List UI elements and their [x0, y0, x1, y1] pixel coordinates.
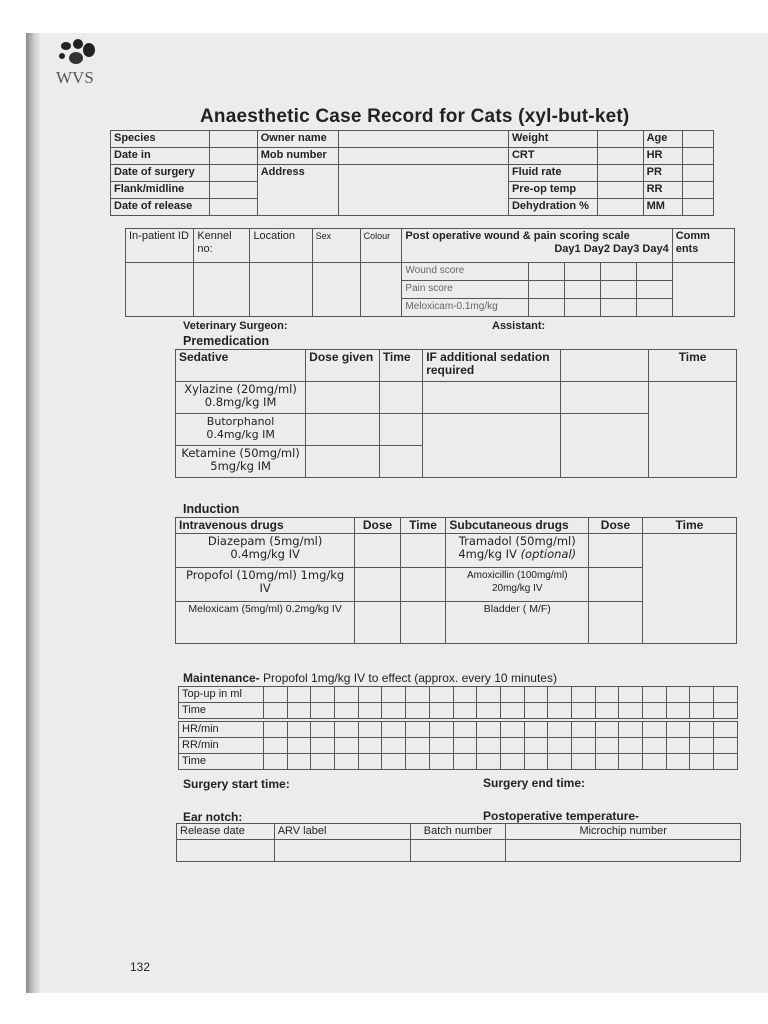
maintenance-cell: [453, 754, 477, 770]
maintenance-cell: [382, 703, 406, 719]
header-sc-drugs: Subcutaneous drugs: [446, 518, 589, 534]
scoring-scale-header: [402, 229, 672, 263]
header-kennel-no: Kennel no:: [194, 229, 250, 263]
maintenance-desc: Propofol 1mg/kg IV to effect (approx. every 10 minutes): [263, 671, 557, 685]
maintenance-cell: [287, 738, 311, 754]
premedication-table: [175, 349, 737, 478]
maintenance-cell: [666, 687, 690, 703]
maintenance-cell: [358, 754, 382, 770]
header-time: Time: [379, 350, 422, 382]
maintenance-cell: [382, 738, 406, 754]
maintenance-cell: [571, 722, 595, 738]
label-pre-op-temp: Pre-op temp: [508, 182, 597, 199]
maintenance-cell: [311, 738, 335, 754]
maintenance-cell: [690, 754, 714, 770]
label-species: Species: [111, 131, 210, 148]
maintenance-cell: [477, 754, 501, 770]
drug-amoxicillin: Amoxicillin (100mg/ml) 20mg/kg IV: [446, 568, 589, 602]
maintenance-cell: [548, 687, 572, 703]
scoring-scale-title: Post operative wound & pain scoring scale: [405, 230, 630, 242]
maintenance-cell: [406, 703, 430, 719]
drug-butorphanol: Butorphanol 0.4mg/kg IM: [176, 414, 306, 446]
label-address: Address: [257, 165, 338, 216]
maintenance-row-label: HR/min: [179, 722, 264, 738]
maintenance-cell: [643, 754, 667, 770]
maintenance-cell: [571, 687, 595, 703]
maintenance-cell: [666, 738, 690, 754]
maintenance-cell: [500, 687, 524, 703]
maintenance-cell: [690, 722, 714, 738]
maintenance-row-label: RR/min: [179, 738, 264, 754]
label-mm: MM: [643, 199, 682, 216]
label-crt: CRT: [508, 148, 597, 165]
postop-temp-label: Postoperative temperature-: [483, 809, 640, 823]
page-number: 132: [130, 960, 151, 974]
maintenance-cell: [619, 754, 643, 770]
maintenance-cell: [358, 703, 382, 719]
maintenance-cell: [335, 722, 359, 738]
page-title: Anaesthetic Case Record for Cats (xyl-but-ket): [200, 106, 630, 127]
header-additional-sedation: IF additional sedation required: [423, 350, 561, 382]
maintenance-cell: [382, 722, 406, 738]
row-pain-score: Pain score: [402, 281, 528, 299]
maintenance-cell: [619, 703, 643, 719]
maintenance-title: Maintenance-: [183, 671, 260, 685]
drug-diazepam: Diazepam (5mg/ml) 0.4mg/kg IV: [176, 534, 355, 568]
maintenance-cell: [524, 687, 548, 703]
maintenance-row-label: Time: [179, 703, 264, 719]
row-wound-score: Wound score: [402, 263, 528, 281]
maintenance-cell: [571, 738, 595, 754]
logo-text: WVS: [56, 68, 94, 87]
row-meloxicam: Meloxicam-0.1mg/kg: [402, 299, 528, 317]
maintenance-cell: [429, 703, 453, 719]
drug-meloxicam: Meloxicam (5mg/ml) 0.2mg/kg IV: [176, 602, 355, 644]
header-comments: Comm ents: [672, 229, 734, 263]
premedication-title: Premedication: [183, 334, 270, 348]
maintenance-cell: [358, 687, 382, 703]
maintenance-cell: [287, 687, 311, 703]
maintenance-cell: [714, 703, 738, 719]
label-dehydration: Dehydration %: [508, 199, 597, 216]
maintenance-cell: [453, 687, 477, 703]
maintenance-row-label: Time: [179, 754, 264, 770]
header-iv-dose: Dose: [355, 518, 401, 534]
maintenance-cell: [429, 722, 453, 738]
label-fluid-rate: Fluid rate: [508, 165, 597, 182]
maintenance-cell: [595, 703, 619, 719]
maintenance-cell: [500, 738, 524, 754]
maintenance-cell: [406, 687, 430, 703]
drug-propofol: Propofol (10mg/ml) 1mg/kg IV: [176, 568, 355, 602]
maintenance-cell: [477, 687, 501, 703]
maintenance-cell: [477, 703, 501, 719]
maintenance-cell: [643, 703, 667, 719]
maintenance-cell: [571, 754, 595, 770]
maintenance-topup-table: [178, 686, 738, 719]
header-release-date: Release date: [177, 824, 275, 840]
header-location: Location: [250, 229, 312, 263]
maintenance-cell: [311, 687, 335, 703]
maintenance-cell: [548, 738, 572, 754]
drug-tramadol: Tramadol (50mg/ml) 4mg/kg IV (optional): [446, 534, 589, 568]
drug-ketamine: Ketamine (50mg/ml) 5mg/kg IM: [176, 446, 306, 478]
header-arv-label: ARV label: [274, 824, 410, 840]
header-inpatient-id: In-patient ID: [126, 229, 194, 263]
maintenance-cell: [335, 754, 359, 770]
maintenance-cell: [595, 722, 619, 738]
header-colour: Colour: [360, 229, 402, 263]
maintenance-cell: [358, 722, 382, 738]
drug-xylazine: Xylazine (20mg/ml) 0.8mg/kg IM: [176, 382, 306, 414]
maintenance-cell: [264, 754, 288, 770]
maintenance-cell: [714, 722, 738, 738]
maintenance-cell: [264, 738, 288, 754]
maintenance-cell: [429, 738, 453, 754]
maintenance-cell: [335, 687, 359, 703]
header-dose-given: Dose given: [306, 350, 380, 382]
maintenance-cell: [595, 754, 619, 770]
assistant-label: Assistant:: [492, 320, 546, 332]
maintenance-cell: [264, 722, 288, 738]
maintenance-cell: [335, 703, 359, 719]
maintenance-cell: [666, 754, 690, 770]
wvs-logo: [52, 36, 108, 96]
induction-table: [175, 517, 737, 644]
surgery-start-label: Surgery start time:: [183, 777, 290, 791]
maintenance-cell: [406, 754, 430, 770]
maintenance-cell: [500, 722, 524, 738]
ear-notch-label: Ear notch:: [183, 810, 243, 824]
maintenance-cell: [690, 687, 714, 703]
maintenance-cell: [548, 754, 572, 770]
maintenance-cell: [335, 738, 359, 754]
bladder-field: Bladder ( M/F): [446, 602, 589, 644]
maintenance-cell: [714, 754, 738, 770]
maintenance-cell: [477, 722, 501, 738]
maintenance-cell: [524, 722, 548, 738]
label-hr: HR: [643, 148, 682, 165]
maintenance-cell: [287, 722, 311, 738]
maintenance-cell: [264, 687, 288, 703]
maintenance-cell: [311, 703, 335, 719]
maintenance-cell: [666, 703, 690, 719]
label-age: Age: [643, 131, 682, 148]
maintenance-row-label: Top-up in ml: [179, 687, 264, 703]
release-table: [176, 823, 741, 862]
label-mob-number: Mob number: [257, 148, 338, 165]
maintenance-cell: [453, 703, 477, 719]
maintenance-cell: [619, 687, 643, 703]
maintenance-cell: [406, 722, 430, 738]
header-sc-time: Time: [642, 518, 736, 534]
maintenance-cell: [453, 738, 477, 754]
maintenance-cell: [524, 703, 548, 719]
maintenance-cell: [287, 754, 311, 770]
maintenance-cell: [595, 687, 619, 703]
header-sex: Sex: [312, 229, 360, 263]
header-iv-drugs: Intravenous drugs: [176, 518, 355, 534]
maintenance-cell: [311, 754, 335, 770]
maintenance-cell: [548, 703, 572, 719]
label-weight: Weight: [508, 131, 597, 148]
maintenance-cell: [429, 687, 453, 703]
maintenance-cell: [358, 738, 382, 754]
maintenance-cell: [429, 754, 453, 770]
header-batch-number: Batch number: [410, 824, 506, 840]
maintenance-line: [183, 671, 557, 685]
kennel-scoring-table: [125, 228, 735, 317]
label-pr: PR: [643, 165, 682, 182]
header-microchip-number: Microchip number: [506, 824, 741, 840]
header-sc-dose: Dose: [589, 518, 643, 534]
maintenance-cell: [500, 754, 524, 770]
maintenance-cell: [406, 738, 430, 754]
maintenance-cell: [524, 754, 548, 770]
maintenance-cell: [595, 738, 619, 754]
header-iv-time: Time: [400, 518, 446, 534]
maintenance-cell: [311, 722, 335, 738]
maintenance-cell: [714, 687, 738, 703]
maintenance-cell: [548, 722, 572, 738]
label-date-of-surgery: Date of surgery: [111, 165, 210, 182]
maintenance-cell: [666, 722, 690, 738]
maintenance-cell: [690, 703, 714, 719]
maintenance-cell: [643, 687, 667, 703]
maintenance-cell: [619, 738, 643, 754]
maintenance-cell: [264, 703, 288, 719]
header-time-2: Time: [649, 350, 737, 382]
scoring-days: Day1 Day2 Day3 Day4: [554, 243, 669, 255]
binding-shadow: [26, 33, 40, 993]
header-sedative: Sedative: [176, 350, 306, 382]
label-rr: RR: [643, 182, 682, 199]
maintenance-cell: [619, 722, 643, 738]
maintenance-cell: [571, 703, 595, 719]
maintenance-cell: [477, 738, 501, 754]
maintenance-cell: [643, 738, 667, 754]
maintenance-vitals-table: [178, 721, 738, 770]
induction-title: Induction: [183, 502, 240, 516]
maintenance-cell: [690, 738, 714, 754]
label-date-in: Date in: [111, 148, 210, 165]
surgery-end-label: Surgery end time:: [483, 776, 586, 790]
label-date-of-release: Date of release: [111, 199, 210, 216]
vet-surgeon-label: Veterinary Surgeon:: [183, 320, 288, 332]
label-flank-midline: Flank/midline: [111, 182, 210, 199]
maintenance-cell: [382, 687, 406, 703]
maintenance-cell: [500, 703, 524, 719]
maintenance-cell: [524, 738, 548, 754]
label-owner-name: Owner name: [257, 131, 338, 148]
maintenance-cell: [714, 738, 738, 754]
maintenance-cell: [382, 754, 406, 770]
maintenance-cell: [453, 722, 477, 738]
maintenance-cell: [643, 722, 667, 738]
maintenance-cell: [287, 703, 311, 719]
patient-info-table: [110, 130, 714, 216]
